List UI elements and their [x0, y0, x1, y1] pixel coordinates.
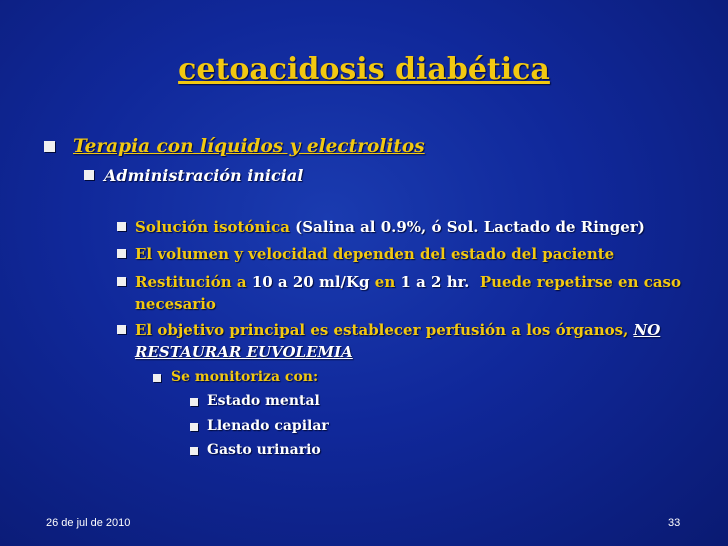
square-bullet-icon	[190, 423, 198, 431]
restitution-dose: 10 a 20 ml/Kg	[251, 273, 370, 291]
restitution-repeat: Puede repetirse en caso	[469, 273, 681, 291]
bullet-item-isotonic	[117, 216, 645, 238]
square-bullet-icon	[84, 170, 94, 180]
square-bullet-icon	[117, 325, 126, 334]
square-bullet-icon	[117, 222, 126, 231]
bullet-item-restitution	[117, 271, 681, 315]
isotonic-detail: (Salina al 0.9%, ó Sol. Lactado de Ringer)	[289, 218, 645, 236]
slide-title: cetoacidosis diabética	[178, 52, 550, 87]
square-bullet-icon	[44, 141, 55, 152]
footer-page-number: 33	[668, 517, 681, 529]
bullet-item-mental	[190, 393, 320, 409]
square-bullet-icon	[190, 398, 198, 406]
restitution-label: Restitución a	[135, 273, 252, 291]
monitor-item: Llenado capilar	[207, 418, 329, 434]
square-bullet-icon	[117, 277, 126, 286]
objective-text: El objetivo principal es establecer perfusión a los órganos,	[135, 321, 634, 339]
initial-admin-label: Administración inicial	[104, 166, 304, 185]
bullet-item-monitor	[153, 369, 318, 385]
bullet-item-volume	[117, 243, 614, 265]
monitor-item: Estado mental	[207, 393, 320, 409]
monitor-label: Se monitoriza con:	[171, 369, 319, 385]
footer-date: 26 de jul de 2010	[46, 517, 131, 529]
bullet-item-capillary	[190, 418, 329, 434]
restitution-en: en	[369, 273, 401, 291]
bullet-item-therapy	[44, 136, 425, 157]
volume-text: El volumen y velocidad dependen del estado del paciente	[135, 245, 615, 263]
objective-no: NO	[633, 321, 661, 339]
restitution-repeat-line2: necesario	[135, 295, 216, 313]
monitor-item: Gasto urinario	[207, 442, 321, 458]
restitution-time: 1 a 2 hr.	[400, 273, 470, 291]
square-bullet-icon	[153, 374, 161, 382]
bullet-item-objective	[117, 319, 660, 363]
square-bullet-icon	[190, 447, 198, 455]
isotonic-label: Solución isotónica	[135, 218, 290, 236]
therapy-heading: Terapia con líquidos y electrolitos	[73, 136, 425, 157]
bullet-item-urinary	[190, 442, 321, 458]
objective-euvolemia: RESTAURAR EUVOLEMIA	[135, 343, 353, 361]
square-bullet-icon	[117, 249, 126, 258]
bullet-item-initial-admin	[84, 166, 303, 185]
